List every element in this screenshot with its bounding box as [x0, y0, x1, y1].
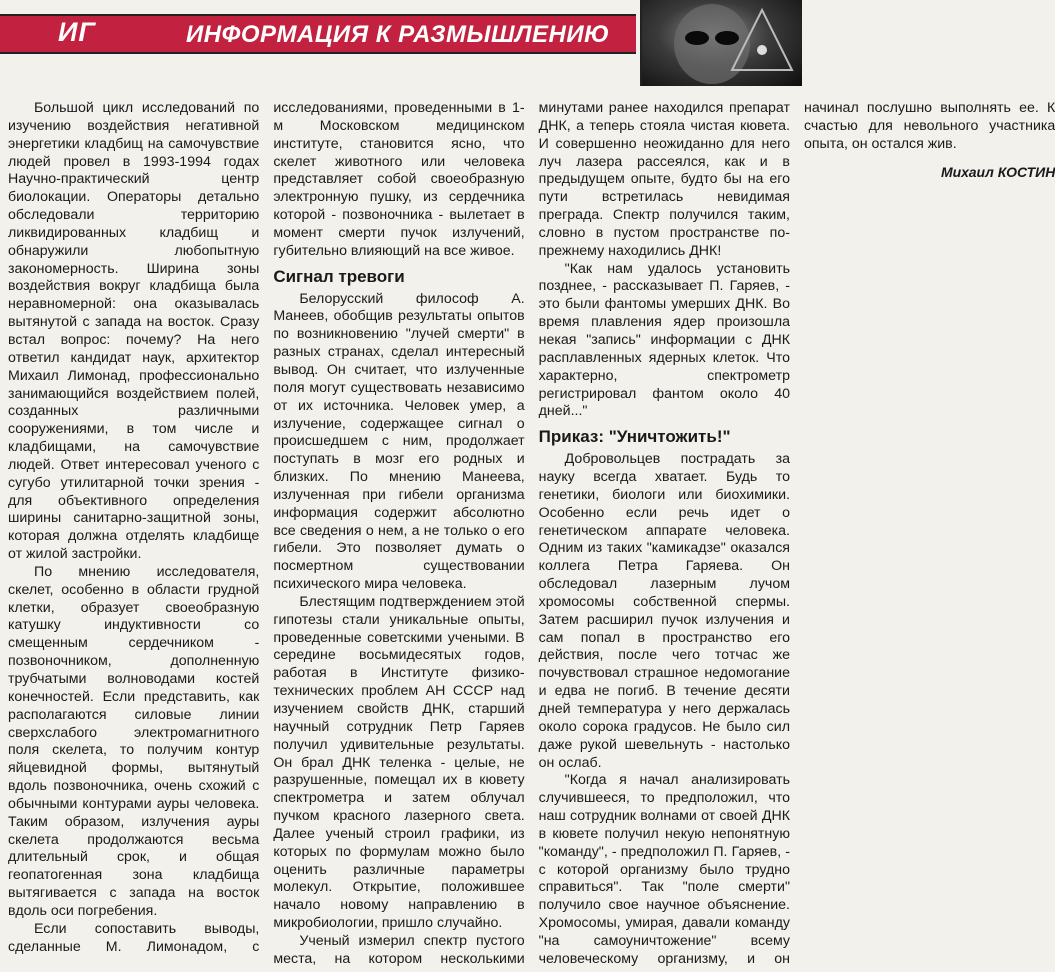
paragraph: "Когда я начал анализировать случившееся, то предположил, что наш сотрудник волнами от своей ДНК в кювете получил некую непонятную "команду", - предположил П. Гаряев, - с которой организму было трудно справиться". Так "поле смерти" получило свое научное объяснение. Хромосомы, умирая, давали команду "на самоуничтожение" всему человеческому организму, и он начинал послушно выполнять ее. К счастью для невольного участника опыта, он остался жив. — [538, 100, 1055, 967]
section-code: ИГ — [58, 17, 96, 47]
subheading-signal: Сигнал тревоги — [273, 266, 405, 286]
author-byline: Михаил КОСТИН — [940, 163, 1055, 180]
paragraph: Блестящим подтверждением этой гипотезы стали уникальные опыты, проведенные советскими учеными. В середине восьмидесятых годов, работая в Институте физико-технических проблем АН СССР над изучением свойств ДНК, старший научный сотрудник Петр Гаряев получил удивительные результаты. Он брал ДНК теленка - целые, не разрушенные, помещал их в кювету спектрометра и затем облучал пучком красного лазерного света. Далее ученый строил графики, из которых по формулам можно было оценить различные параметры молекул. Открытие, положившее начало новому направлению в микробиологии, пришло случайно. — [273, 593, 525, 932]
section-bar — [0, 14, 636, 54]
paragraph: Белорусский философ А. Манеев, обобщив результаты опытов по возникновению "лучей смерти" в разных странах, сделал интересный вывод. Он считает, что излученные поля могут существовать независимо от их источника. Человек умер, а излучение, содержащее сигнал о происшедшем с ним, продолжает поступать в мозг его родных и близких. По мнению Манеева, излученная при гибели организма информация содержит абсолютно все сведения о нем, а не только о его гибели. Это позволяет думать о посмертном существовании психического мира человека. — [273, 290, 525, 593]
section-title: ИНФОРМАЦИЯ К РАЗМЫШЛЕНИЮ — [186, 21, 610, 48]
subheading-order: Приказ: "Уничтожить!" — [538, 427, 731, 447]
paragraph: Если сопоставить выводы, сделанные М. Лимонадом, с исследованиями, проведенными в 1-м Московском медицинском институте, становится ясно, что скелет животного или человека представляет собой своеобразную электронную пушку, из сердечника которой - позвоночника - вылетает в момент смерти пучок излучений, губительно влияющий на все живое. — [8, 100, 525, 955]
paragraph: Большой цикл исследований по изучению воздействия негативной энергетики кладбищ на самочувствие людей провел в 1993-1994 годах Научно-практический центр биолокации. Операторы детально обследовали территорию ликвидированных кладбищ и обнаружили любопытную закономерность. Ширина зоны воздействия вокруг кладбища была неравномерной: она оказывалась вытянутой с запада на восток. Сразу встал вопрос: почему? На него ответил кандидат наук, архитектор Михаил Лимонад, профессионально занимающийся воздействием полей, созданных различными сооружениями, в том числе и кладбищами, на самочувствие людей. Ответ интересовал ученого с сугубо утилитарной точки зрения - для объективного определения ширины санитарно-защитной зоны, которая должна отделять кладбище от жилой застройки. — [8, 100, 260, 563]
section-banner — [0, 0, 800, 88]
alien-illustration — [640, 0, 802, 86]
article-body — [8, 100, 1055, 972]
paragraph: По мнению исследователя, скелет, особенно в области грудной клетки, образует своеобразную катушку индуктивности со смещенным сердечником - позвоночником, дополненную трубчатыми волноводами костей конечностей. Если представить, как располагаются силовые линии сверхслабого электромагнитного поля скелета, то получим контур яйцевидной формы, вытянутый вдоль позвоночника, очень схожий с обычными контурами ауры человека. Таким образом, излучения ауры скелета продолжаются весьма длительный срок, и общая геопатогенная зона кладбища вытягивается с запада на восток вдоль оси погребения. — [8, 563, 260, 919]
paragraph: Ученый измерил спектр пустого места, на котором несколькими минутами ранее находился препарат ДНК, а теперь стояла чистая кювета. И совершенно неожиданно для него луч лазера рассеялся, как и в предыдущем опыте, будто бы на его пути встретилась невидимая преграда. Спектр получился таким, словно в пустом пространстве по-прежнему находились ДНК! — [273, 100, 790, 967]
paragraph: "Как нам удалось установить позднее, - рассказывает П. Гаряев, - это были фантомы умерших ДНК. Во время плавления ядер произошла некая "запись" информации с ДНК расплавленных ядерных клеток. Что характерно, спектрометр регистрировал фантом около 40 дней..." — [538, 260, 790, 420]
paragraph: Добровольцев пострадать за науку всегда хватает. Будь то генетики, биологи или биохимики. Особенно если речь идет о генетическом аппарате человека. Одним из таких "камикадзе" оказался коллега Петра Гаряева. Он обследовал лазерным лучом хромосомы собственной спермы. Затем расширил пучок излучения и сам попал в пространство его действия, после чего тотчас же почувствовал страшное недомогание и едва не погиб. В течение десяти дней температура у него держалась около сорока градусов. Не было сил даже рукой шевельнуть - настолько он ослаб. — [538, 451, 790, 771]
